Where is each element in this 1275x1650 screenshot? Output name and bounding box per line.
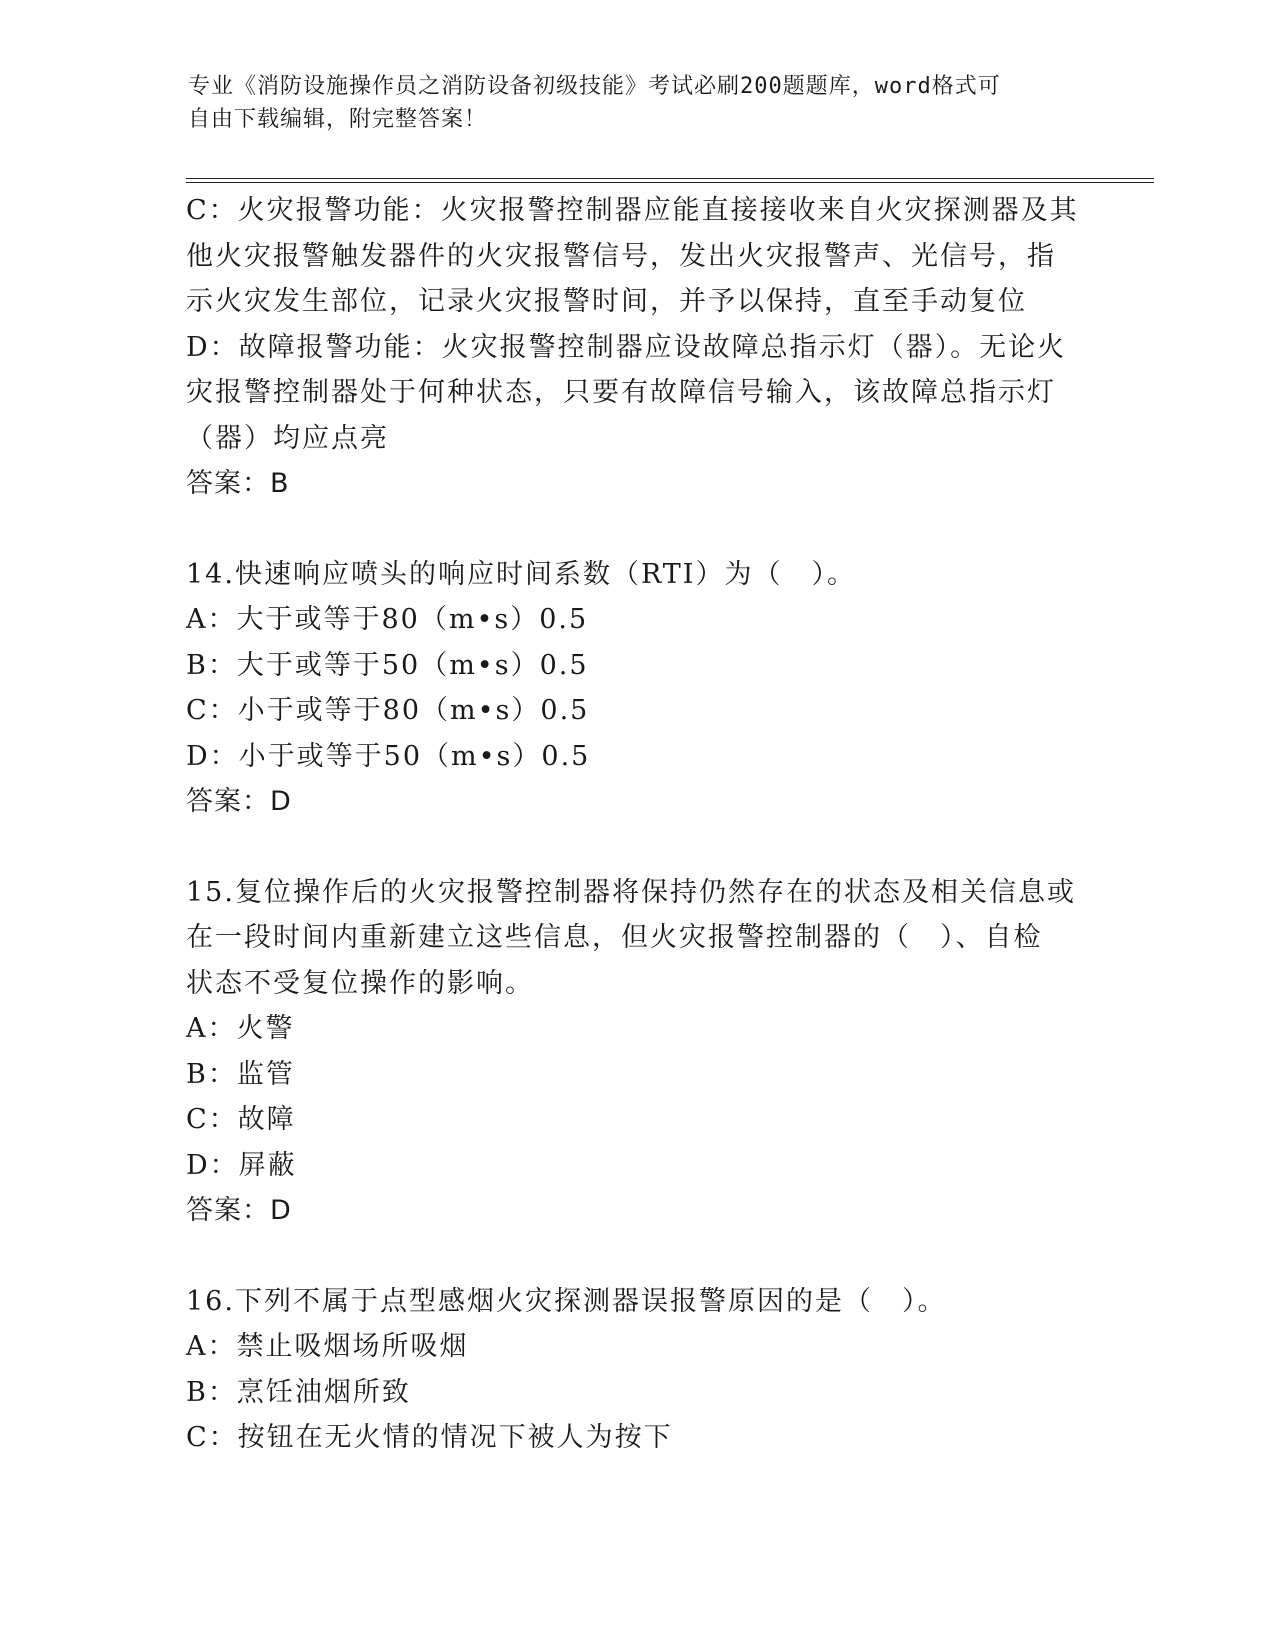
question-stem: 状态不受复位操作的影响。 (186, 967, 534, 999)
header-divider (186, 178, 1154, 183)
option-c: C：按钮在无火情的情况下被人为按下 (186, 1422, 673, 1453)
option-c: C：小于或等于80（m•s）0.5 (186, 695, 590, 726)
document-body (186, 188, 1086, 1461)
option-b: B：大于或等于50（m•s）0.5 (186, 649, 589, 681)
answer-line: 答案：B (186, 468, 290, 499)
header-line-1: 专业《消防设施操作员之消防设备初级技能》考试必刷200题题库，word格式可 (188, 74, 1001, 99)
option-text-line: 灾报警控制器处于何种状态，只要有故障信号输入，该故障总指示灯 (186, 377, 1056, 408)
option-d: D：屏蔽 (186, 1149, 297, 1181)
question-stem: 15.复位操作后的火灾报警控制器将保持仍然存在的状态及相关信息或 (186, 876, 1076, 908)
option-text-line: D：故障报警功能：火灾报警控制器应设故障总指示灯（器）。无论火 (186, 331, 1067, 363)
answer-line: 答案：D (186, 786, 292, 817)
option-text-line: 示火灾发生部位，记录火灾报警时间，并予以保持，直至手动复位 (186, 286, 1027, 317)
option-a: A：火警 (186, 1013, 295, 1044)
document-header (188, 70, 1068, 136)
question-stem: 14.快速响应喷头的响应时间系数（RTI）为（ ）。 (186, 558, 856, 590)
option-a: A：禁止吸烟场所吸烟 (186, 1331, 469, 1362)
question-stem: 在一段时间内重新建立这些信息，但火灾报警控制器的（ ）、自检 (186, 922, 1043, 953)
option-b: B：烹饪油烟所致 (186, 1376, 411, 1408)
header-line-2: 自由下载编辑，附完整答案！ (188, 107, 488, 132)
option-a: A：大于或等于80（m•s）0.5 (186, 604, 589, 635)
option-text-line: C：火灾报警功能：火灾报警控制器应能直接接收来自火灾探测器及其 (186, 195, 1079, 226)
option-b: B：监管 (186, 1058, 295, 1090)
option-text-line: （器）均应点亮 (186, 422, 389, 454)
question-13-continuation (186, 188, 1086, 507)
option-text-line: 他火灾报警触发器件的火灾报警信号，发出火灾报警声、光信号，指 (186, 240, 1056, 272)
question-14 (186, 552, 1086, 825)
question-16 (186, 1279, 1086, 1461)
question-stem: 16.下列不属于点型感烟火灾探测器误报警原因的是（ ）。 (186, 1285, 947, 1317)
option-c: C：故障 (186, 1104, 296, 1135)
option-d: D：小于或等于50（m•s）0.5 (186, 740, 591, 772)
question-15 (186, 870, 1086, 1234)
answer-line: 答案：D (186, 1195, 292, 1226)
